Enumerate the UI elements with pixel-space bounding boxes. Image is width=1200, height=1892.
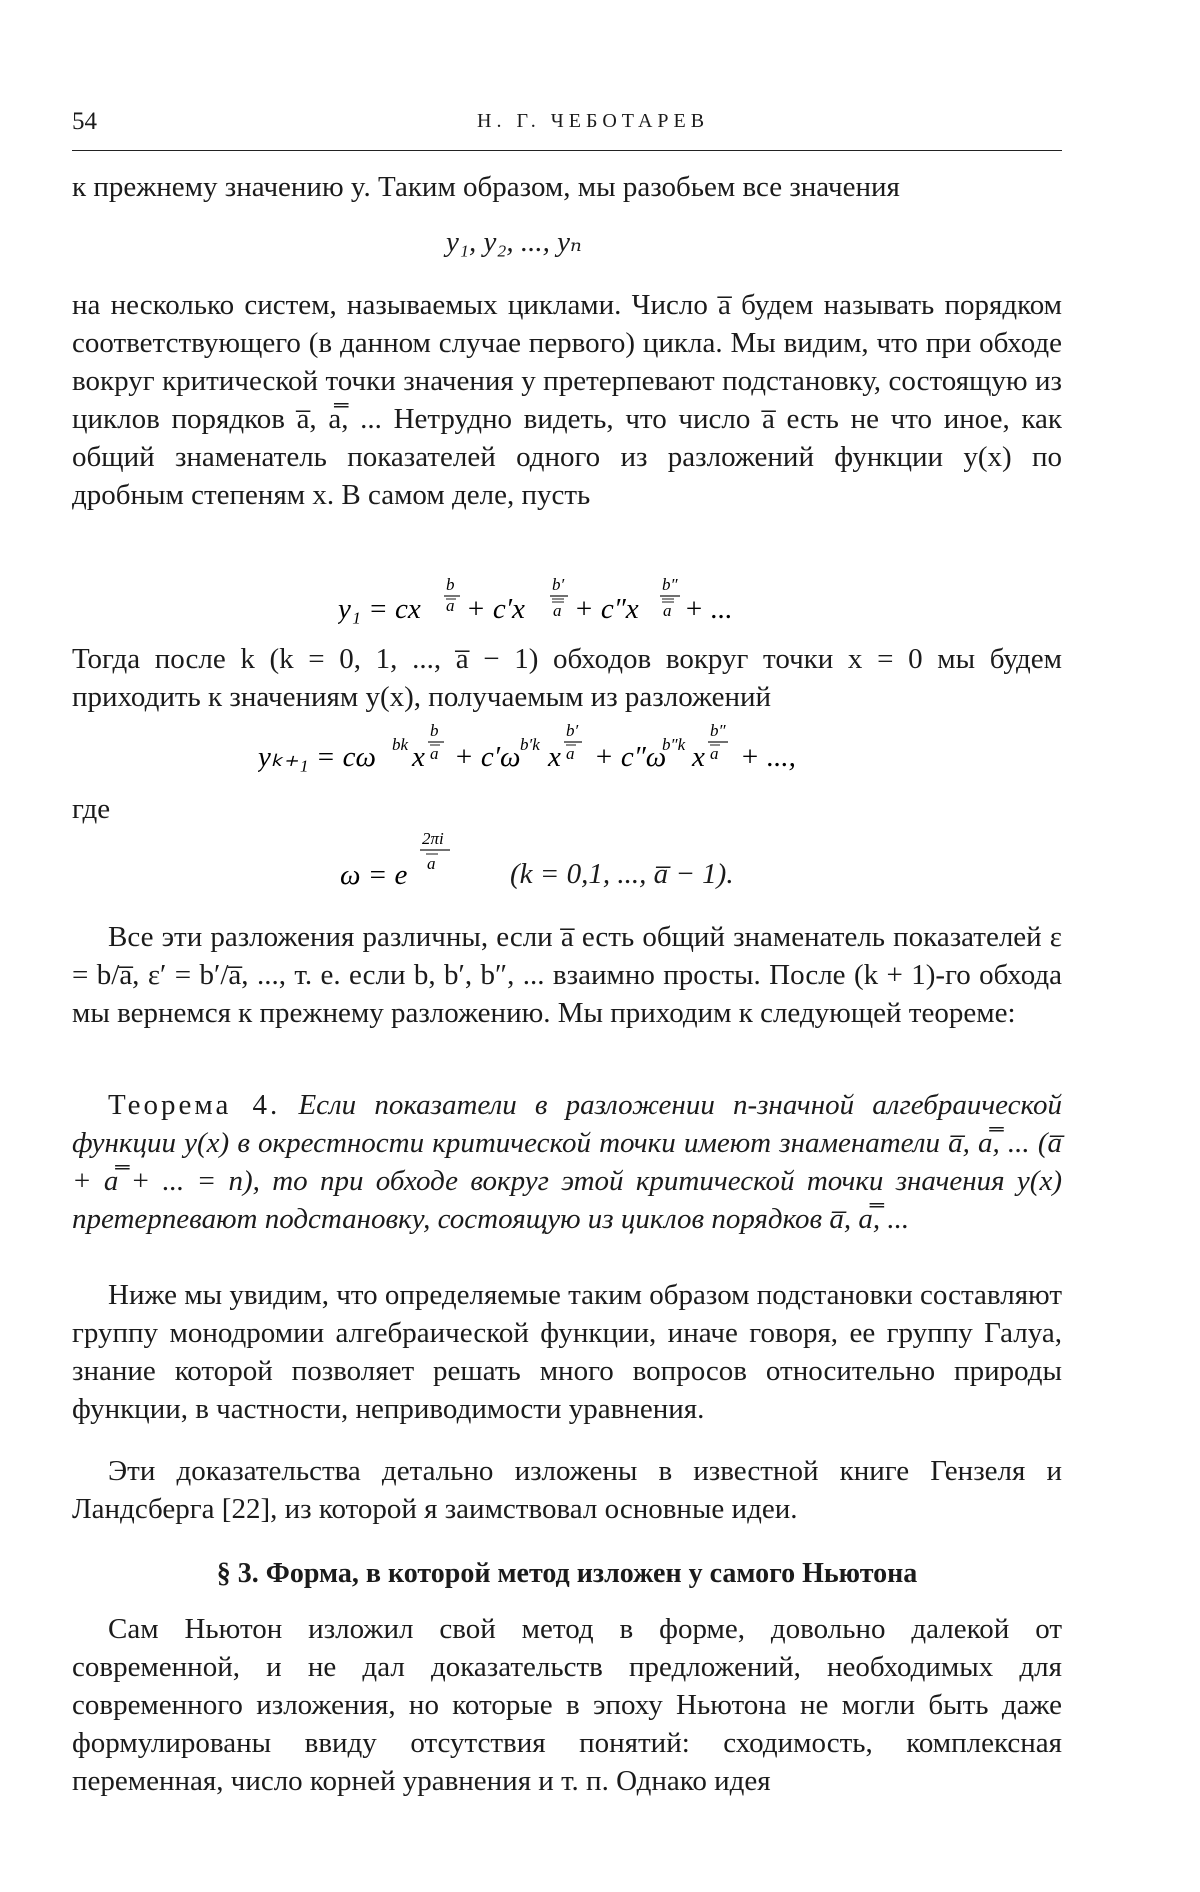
equation-yk — [258, 722, 898, 780]
svg-text:+ ...,: + ..., — [740, 741, 796, 773]
svg-text:+ c″x: + c″x — [574, 593, 639, 625]
svg-text:b′: b′ — [566, 722, 579, 740]
svg-text:+ c′ω: + c′ω — [454, 741, 521, 773]
paragraph-continuation: к прежнему значению y. Таким образом, мы разобьем все значения — [72, 171, 900, 203]
paragraph-hensel: Эти доказательства детально изложены в известной книге Гензеля и Ландсберга [22], из которой я заимствовал основные идеи. — [72, 1455, 1062, 1525]
svg-text:ω = e: ω = e — [340, 859, 408, 891]
svg-text:a: a — [430, 744, 439, 763]
svg-text:a: a — [566, 744, 575, 763]
svg-text:b′k: b′k — [520, 735, 540, 754]
svg-text:y₁ = cx: y₁ = cx — [338, 593, 421, 625]
paragraph-monodromy: Ниже мы увидим, что определяемые таким образом подстановки составляют группу монодромии алгебраической функции, иначе говоря, ее группу Галуа, знание которой позволяет решать много вопросов относительно природы функции, в частности, неприводимости уравнения. — [72, 1279, 1062, 1425]
svg-text:a: a — [710, 744, 719, 763]
svg-text:b″: b″ — [710, 722, 726, 740]
equation-omega — [340, 826, 460, 896]
equation-omega-range: (k = 0,1, ..., a̅ − 1). — [510, 858, 734, 890]
svg-text:+ ...: + ... — [684, 593, 733, 625]
svg-text:x: x — [692, 741, 705, 773]
header-rule — [72, 150, 1062, 151]
svg-text:b″: b″ — [662, 576, 678, 594]
equation-yk-render — [258, 722, 898, 780]
equation-values-list: y₁, y₂, ..., yₙ — [446, 226, 582, 258]
paragraph-cycles: на несколько систем, называемых циклами. Число a̅ будем называть порядком соответствующего (в данном случае первого) цикла. Мы видим, что при обходе вокруг критической точки значения y претерпевают подстановку, состоящую из циклов порядков a̅, a̿, ... Нетрудно видеть, что число a̅ есть не что иное, как общий знаменатель показателей одного из разложений функции y(x) по дробным степеням x. В самом деле, пусть — [72, 289, 1062, 511]
equation-y1-render — [338, 576, 768, 632]
section-heading: § 3. Форма, в которой метод изложен у самого Ньютона — [216, 1558, 918, 1589]
svg-text:b″k: b″k — [662, 735, 686, 754]
page-header — [72, 108, 1062, 148]
svg-text:a: a — [446, 596, 455, 615]
svg-text:x: x — [548, 741, 561, 773]
theorem-4 — [72, 1086, 1062, 1238]
svg-text:yₖ₊₁ = cω: yₖ₊₁ = cω — [258, 741, 377, 773]
svg-text:b: b — [430, 722, 439, 740]
svg-text:x: x — [412, 741, 425, 773]
svg-text:a: a — [427, 854, 436, 873]
paragraph-newton: Сам Ньютон изложил свой метод в форме, довольно далекой от современной, и не дал доказательств предложений, необходимых для современного изложения, но которые в эпоху Ньютона не могли быть даже формулированы ввиду отсутствия понятий: сходимость, комплексная переменная, число корней уравнения и т. п. Однако идея — [72, 1613, 1062, 1797]
svg-text:b: b — [446, 576, 455, 594]
paragraph-where: где — [72, 793, 111, 825]
equation-omega-render — [340, 826, 460, 896]
svg-text:2πi: 2πi — [422, 829, 444, 848]
svg-text:+ c′x: + c′x — [466, 593, 525, 625]
theorem-label: Теорема 4. — [108, 1089, 281, 1121]
svg-text:+ c″ω: + c″ω — [594, 741, 667, 773]
paragraph-distinct: Все эти разложения различны, если a̅ есть общий знаменатель показателей ε = b/a̅, ε′ = b′/a̅, ..., т. е. если b, b′, b″, ... взаимно просты. После (k + 1)-го обхода мы вернемся к прежнему разложению. Мы приходим к следующей теореме: — [72, 921, 1062, 1029]
page-number: 54 — [72, 108, 97, 135]
svg-text:a: a — [663, 601, 672, 620]
running-head: Н. Г. ЧЕБОТАРЕВ — [477, 110, 710, 132]
svg-text:bk: bk — [392, 735, 409, 754]
equation-y1 — [338, 576, 768, 632]
theorem-text: Если показатели в разложении n-значной алгебраической функции y(x) в окрестности критической точки имеют знаменатели a̅, a̿, ... (a̅ + a̿ + ... = n), то при обходе вокруг этой критической точки значения y(x) претерпевают подстановку, состоящую из циклов порядков a̅, a̿, ... — [72, 1089, 1062, 1235]
svg-text:a: a — [553, 601, 562, 620]
svg-text:b′: b′ — [552, 576, 565, 594]
paragraph-after-k: Тогда после k (k = 0, 1, ..., a̅ − 1) обходов вокруг точки x = 0 мы будем приходить к значениям y(x), получаемым из разложений — [72, 643, 1062, 713]
